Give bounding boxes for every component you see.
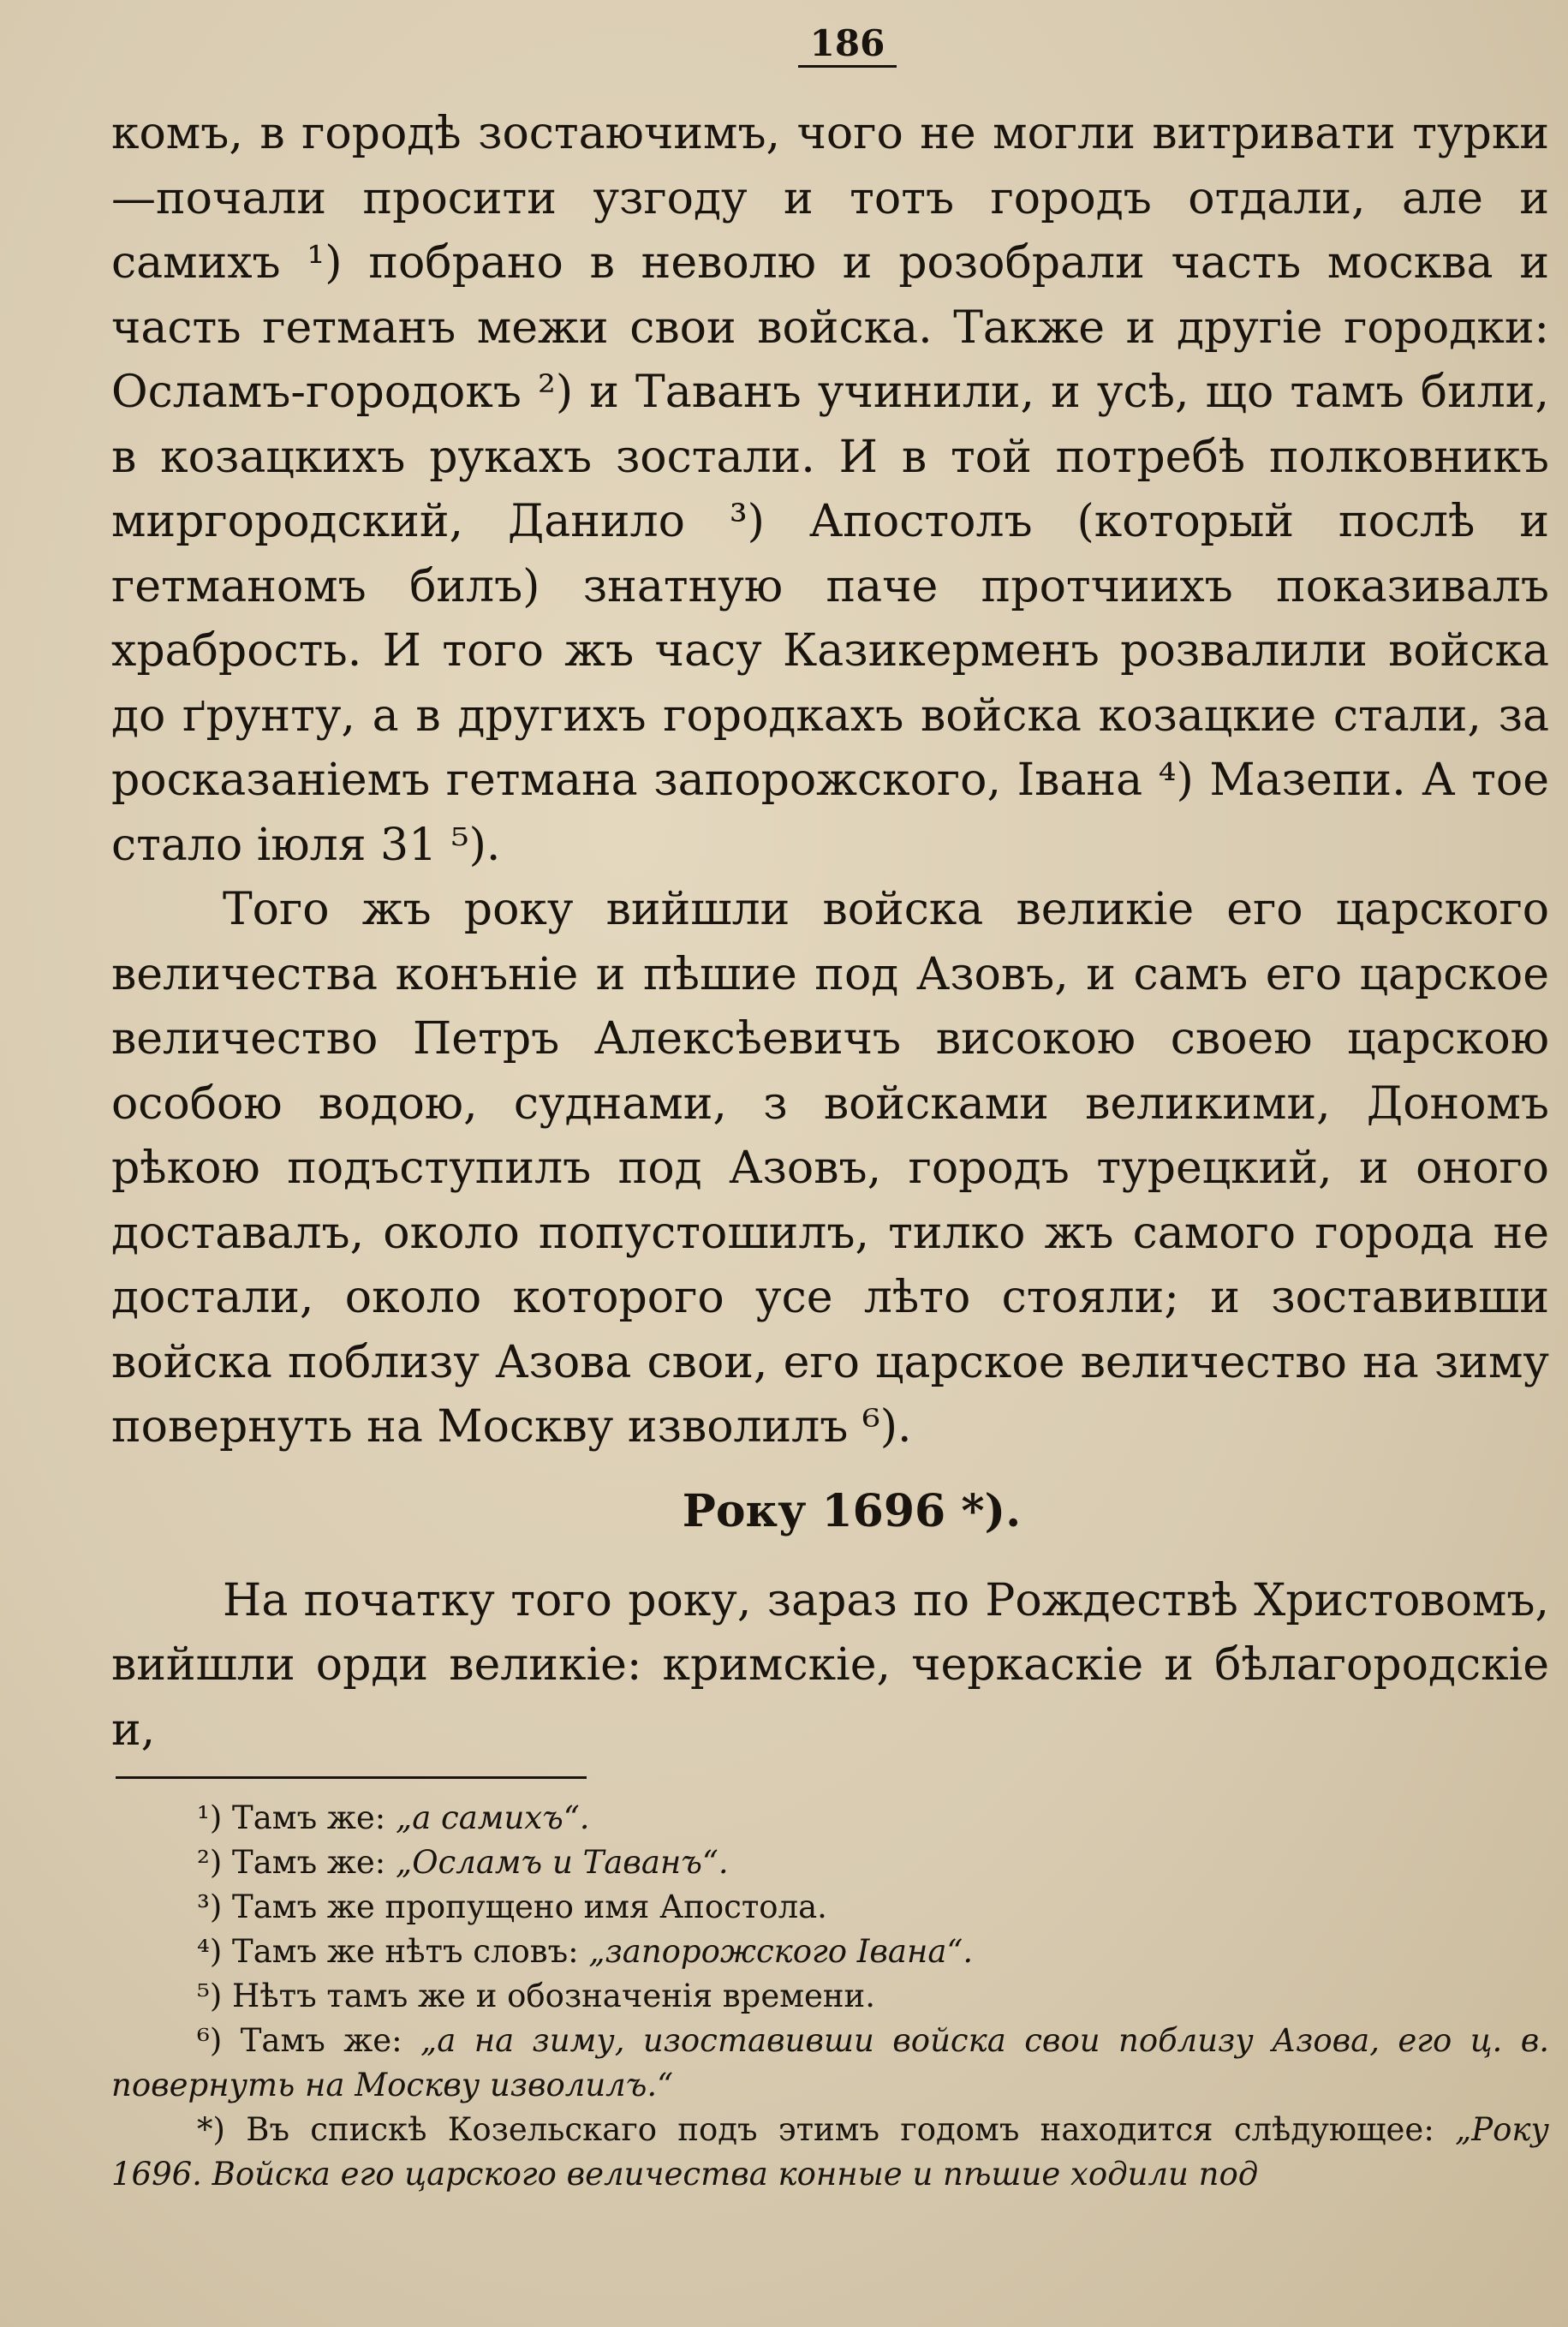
footnote-1 (111, 1796, 1549, 1841)
footnote-mark: ³) (197, 1888, 223, 1925)
footnote-text: Тамъ же нѣтъ словъ: (232, 1933, 589, 1970)
footnote-quote: „Року 1696. Войска его царского величества конные и пѣшие ходили под (111, 2111, 1549, 2193)
footnote-quote: „а самихъ“. (396, 1799, 590, 1836)
footnote-mark: *) (197, 2111, 225, 2148)
footnote-6 (111, 2019, 1549, 2108)
footnote-5 (111, 1974, 1549, 2019)
footnote-text: Тамъ же: (232, 1844, 396, 1881)
footnote-mark: ²) (197, 1844, 223, 1881)
footnote-2 (111, 1841, 1549, 1885)
footnote-quote: „Осламъ и Таванъ“. (396, 1844, 729, 1881)
paragraph-1: комъ, в городѣ зостаючимъ, чого не могли витривати турки—почали просити узгоду и тотъ городъ отдали, але и самихъ ¹) побрано в неволю и розобрали часть москва и часть гетманъ межи свои войска. Также и другіе городки: Осламъ-городокъ ²) и Таванъ учинили, и усѣ, що тамъ били, в козацкихъ рукахъ зостали. И в той потребѣ полковникъ миргородский, Данило ³) Апостолъ (который послѣ и гетманомъ билъ) знатную паче протчиихъ показивалъ храбрость. И того жъ часу Казикерменъ розвалили войска до ґрунту, а в другихъ городкахъ войска козацкие стали, за росказаніемъ гетмана запорожского, Івана ⁴) Мазепи. А тое стало іюля 31 ⁵). (111, 108, 1549, 871)
footnote-4 (111, 1930, 1549, 1974)
main-text (111, 102, 1549, 1763)
section-heading: Року 1696 *). (682, 1484, 1022, 1537)
footnote-quote: „запорожского Івана“. (588, 1933, 974, 1970)
footnote-mark: ¹) (197, 1799, 223, 1836)
footnote-text: Тамъ же пропущено имя Апостола. (232, 1888, 827, 1925)
footnote-mark: ⁶) (197, 2022, 223, 2059)
footnote-text: Въ спискѣ Козельскаго подъ этимъ годомъ находится слѣдующее: (246, 2111, 1456, 2148)
footnote-mark: ⁵) (197, 1978, 223, 2014)
footnote-text: Тамъ же: (240, 2022, 421, 2059)
paragraph-3: На початку того року, зараз по Рождествѣ Христовомъ, вийшли орди великіе: кримскіе, черкаскіе и бѣлагородскіе и, (111, 1574, 1549, 1756)
footnote-quote: „а на зиму, изоставивши войска свои поблизу Азова, его ц. в. повернуть на Москву изволилъ.“ (111, 2022, 1550, 2103)
footnote-text: Нѣтъ тамъ же и обозначенія времени. (232, 1978, 875, 2014)
footnote-separator (116, 1776, 587, 1779)
footnotes (111, 1796, 1549, 2197)
page-number: 186 (111, 26, 1549, 68)
footnote-text: Тамъ же: (232, 1799, 396, 1836)
paragraph-2: Того жъ року вийшли войска великіе его царского величества конъніе и пѣшие под Азовъ, и самъ его царское величество Петръ Алексѣевичъ високою своею царскою особою водою, суднами, з войсками великими, Дономъ рѣкою подъступилъ под Азовъ, городъ турецкий, и оного доставалъ, около попустошилъ, тилко жъ самого города не достали, около которого усе лѣто стояли; и зоставивши войска поблизу Азова свои, его царское величество на зиму повернуть на Москву изволилъ ⁶). (111, 884, 1549, 1453)
footnote-mark: ⁴) (197, 1933, 223, 1970)
footnote-star (111, 2108, 1549, 2197)
footnote-3 (111, 1885, 1549, 1930)
